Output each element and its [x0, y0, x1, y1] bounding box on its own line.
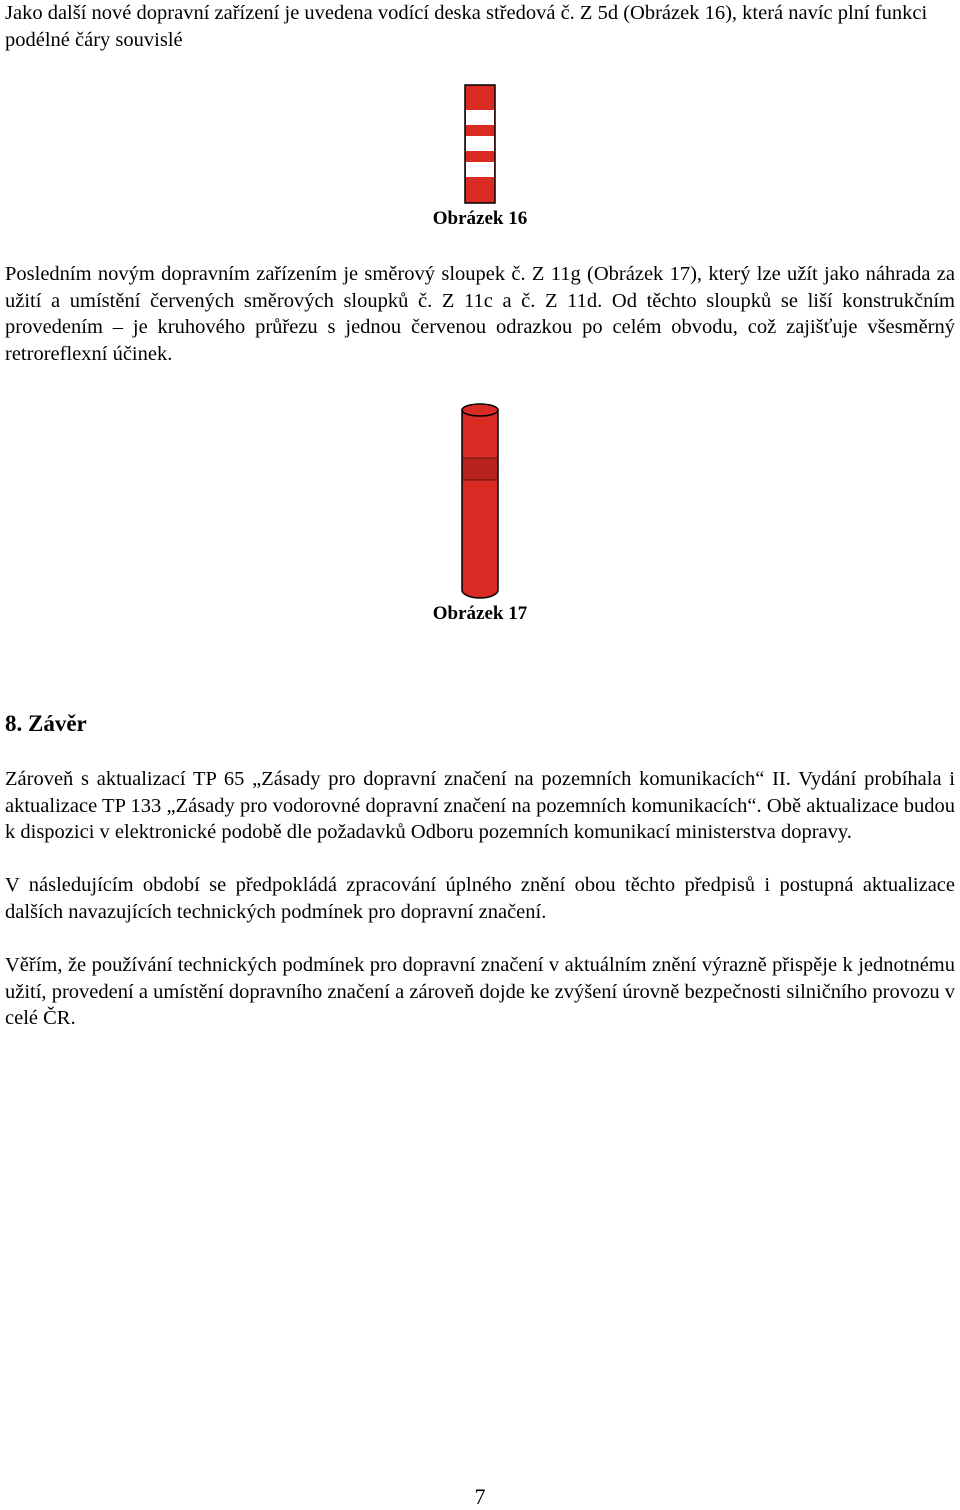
figure-17-caption: Obrázek 17	[432, 603, 528, 624]
figure-16-guide-board	[460, 82, 500, 206]
paragraph-direction-post: Posledním novým dopravním zařízením je směrový sloupek č. Z 11g (Obrázek 17), který lze užít jako náhrada za užití a umístění červených směrových sloupků č. Z 11c a č. Z 11d. Od těchto sloupků se liší konstrukčním provedením – je kruhového průřezu s jednou červenou odrazkou po celém obvodu, což zajišťuje všesměrný retroreflexní účinek.	[5, 263, 955, 365]
paragraph-conclusion: Věřím, že používání technických podmínek pro dopravní značení v aktuálním znění výrazně přispěje k jednotnému užití, provedení a umístění dopravního značení a zároveň dojde ke zvýšení úrovně bezpečnosti silničního provozu v celé ČR.	[5, 954, 955, 1029]
figure-16-caption: Obrázek 16	[432, 208, 528, 229]
figure-17-direction-post	[455, 400, 505, 602]
page-number: 7	[474, 1484, 486, 1509]
paragraph-intro: Jako další nové dopravní zařízení je uvedena vodící deska středová č. Z 5d (Obrázek 16), která navíc plní funkci podélné čáry souvislé	[5, 2, 928, 51]
paragraph-next-period: V následujícím období se předpokládá zpracování úplného znění obou těchto předpisů i postupná aktualizace dalších navazujících technických podmínek pro dopravní značení.	[5, 874, 955, 923]
paragraph-updates: Zároveň s aktualizací TP 65 „Zásady pro dopravní značení na pozemních komunikacích“ II. Vydání probíhala i aktualizace TP 133 „Zásady pro vodorovné dopravní značení na pozemních komunikacích“. Obě aktualizace budou k dispozici v elektronické podobě dle požadavků Odboru pozemních komunikací ministerstva dopravy.	[5, 768, 955, 843]
section-heading: 8. Závěr	[5, 711, 87, 736]
